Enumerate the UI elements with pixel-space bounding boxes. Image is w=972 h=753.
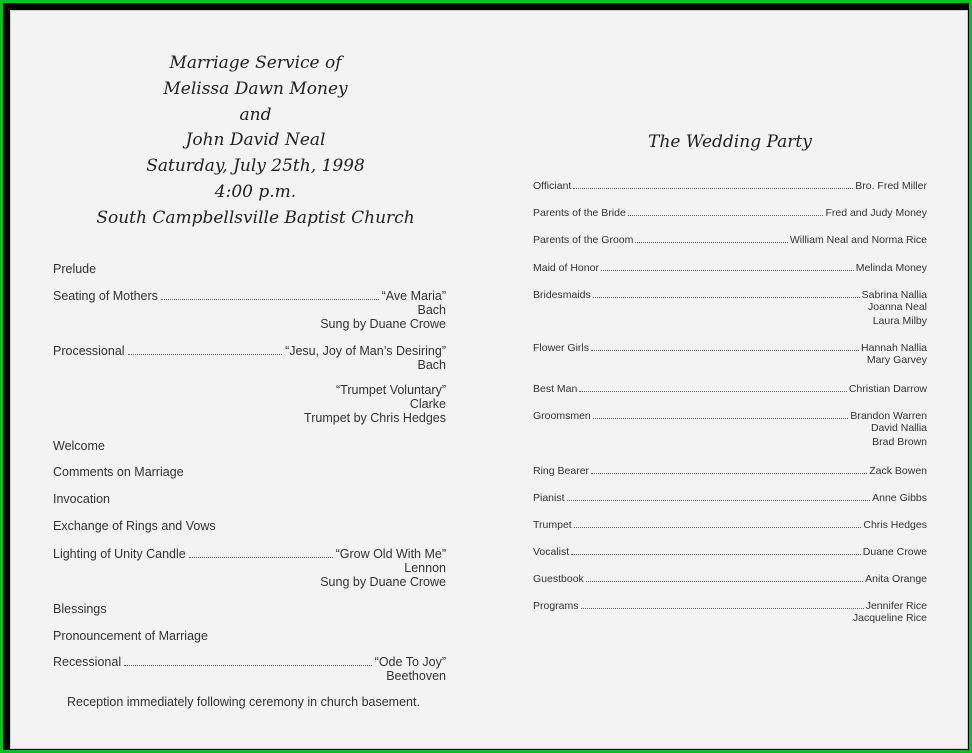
party-name-extra: David Nallia [870, 422, 927, 434]
party-name: Anne Gibbs [872, 492, 927, 504]
program-item [53, 383, 446, 425]
party-row [533, 341, 927, 368]
party-name-extra: Joanna Neal [868, 301, 927, 313]
party-row [533, 491, 927, 504]
leader-dots [586, 581, 863, 582]
service-header [53, 51, 458, 232]
party-role: Parents of the Bride [533, 207, 626, 219]
program-item-detail: Bach [417, 358, 446, 372]
party-row [533, 233, 927, 246]
program-item-value: “Grow Old With Me” [335, 547, 446, 561]
reception-note: Reception immediately following ceremony in church basement. [67, 695, 420, 709]
party-name: Anita Orange [865, 573, 927, 585]
header-line: John David Neal [185, 130, 326, 151]
program-item-label: Recessional [53, 655, 122, 669]
program-item [53, 438, 446, 453]
program-item-detail: Sung by Duane Crowe [320, 317, 446, 331]
party-name: Duane Crowe [862, 546, 927, 558]
leader-dots [591, 473, 867, 474]
program-item-label: Prelude [53, 262, 97, 276]
party-name-extra: Brad Brown [872, 435, 927, 448]
program-item-value: “Ode To Joy” [374, 655, 446, 669]
header-line: 4:00 p.m. [214, 181, 297, 202]
party-row [533, 599, 927, 626]
party-name-extra: Jacqueline Rice [852, 612, 927, 624]
leader-dots [593, 418, 849, 419]
program-sheet [10, 10, 968, 749]
party-name: Fred and Judy Money [825, 207, 927, 219]
program-item-detail: Clarke [409, 397, 446, 411]
leader-dots [635, 242, 787, 243]
program-item-label: Exchange of Rings and Vows [53, 519, 216, 533]
leader-dots [567, 500, 871, 501]
program-item [53, 518, 446, 533]
leader-dots [571, 554, 861, 555]
program-item-value: “Ave Maria” [381, 289, 446, 303]
leader-dots [591, 350, 859, 351]
party-name: William Neal and Norma Rice [789, 234, 927, 246]
leader-dots [128, 354, 282, 355]
party-role: Trumpet [533, 519, 572, 531]
leader-dots [189, 557, 333, 558]
party-role: Maid of Honor [533, 262, 599, 274]
party-role: Flower Girls [533, 342, 590, 354]
party-role: Programs [533, 600, 579, 612]
party-role: Pianist [533, 492, 565, 504]
program-item-detail: “Trumpet Voluntary” [336, 383, 446, 397]
header-line: Melissa Dawn Money [163, 78, 348, 99]
party-role: Ring Bearer [533, 465, 590, 477]
leader-dots [573, 188, 853, 189]
program-item [53, 464, 446, 479]
leader-dots [628, 215, 824, 216]
leader-dots [593, 297, 860, 298]
party-row [533, 261, 927, 274]
party-role: Vocalist [533, 546, 570, 558]
program-item-label: Blessings [53, 602, 107, 616]
party-name-extra: Mary Garvey [866, 354, 927, 366]
party-role: Bridesmaids [533, 289, 591, 301]
program-item-detail: Beethoven [386, 669, 446, 683]
program-item [53, 601, 446, 616]
party-name: Bro. Fred Miller [855, 180, 927, 192]
program-item [53, 491, 446, 506]
party-row [533, 545, 927, 558]
program-item-value: “Jesu, Joy of Man’s Desiring” [285, 344, 446, 358]
party-row [533, 179, 927, 192]
leader-dots [579, 391, 846, 392]
party-role: Guestbook [533, 573, 584, 585]
party-row [533, 518, 927, 531]
program-item-detail: Lennon [404, 561, 446, 575]
program-item [53, 546, 446, 589]
program-item [53, 654, 446, 683]
party-name: Jennifer Rice [865, 600, 927, 612]
program-item-label: Welcome [53, 439, 105, 453]
party-row [533, 464, 927, 477]
program-item-detail: Sung by Duane Crowe [320, 575, 446, 589]
party-row [533, 288, 927, 328]
party-row [533, 382, 927, 395]
header-line: and [239, 104, 272, 125]
program-item-detail: Trumpet by Chris Hedges [304, 411, 446, 425]
party-row [533, 206, 927, 219]
header-line: South Campbellsville Baptist Church [96, 207, 415, 228]
program-item-label: Lighting of Unity Candle [53, 547, 186, 561]
header-line: Saturday, July 25th, 1998 [146, 156, 365, 177]
party-role: Groomsmen [533, 410, 591, 422]
header-line: Marriage Service of [169, 53, 342, 73]
party-role: Parents of the Groom [533, 234, 634, 246]
party-name: Brandon Warren [850, 410, 927, 422]
party-row [533, 572, 927, 585]
program-item-label: Processional [53, 344, 125, 358]
program-item [53, 261, 446, 276]
leader-dots [574, 527, 862, 528]
program-item-label: Invocation [53, 492, 110, 506]
program-item-label: Pronouncement of Marriage [53, 629, 208, 643]
leader-dots [161, 299, 379, 300]
leader-dots [601, 270, 854, 271]
party-name-extra: Laura Milby [872, 314, 927, 327]
party-name: Sabrina Nallia [861, 289, 927, 301]
program-item-label: Comments on Marriage [53, 465, 184, 479]
wedding-party-title: The Wedding Party [648, 132, 812, 152]
party-name: Zack Bowen [869, 465, 927, 477]
program-item [53, 628, 446, 643]
party-name: Hannah Nallia [861, 342, 927, 354]
leader-dots [581, 608, 864, 609]
leader-dots [124, 665, 372, 666]
party-name: Chris Hedges [863, 519, 927, 531]
party-name: Christian Darrow [848, 383, 927, 395]
party-row [533, 409, 927, 449]
party-role: Officiant [533, 180, 572, 192]
party-role: Best Man [533, 383, 578, 395]
program-item-label: Seating of Mothers [53, 289, 158, 303]
party-name: Melinda Money [855, 262, 927, 274]
program-item-detail: Bach [417, 303, 446, 317]
program-item [53, 343, 446, 372]
program-item [53, 288, 446, 331]
